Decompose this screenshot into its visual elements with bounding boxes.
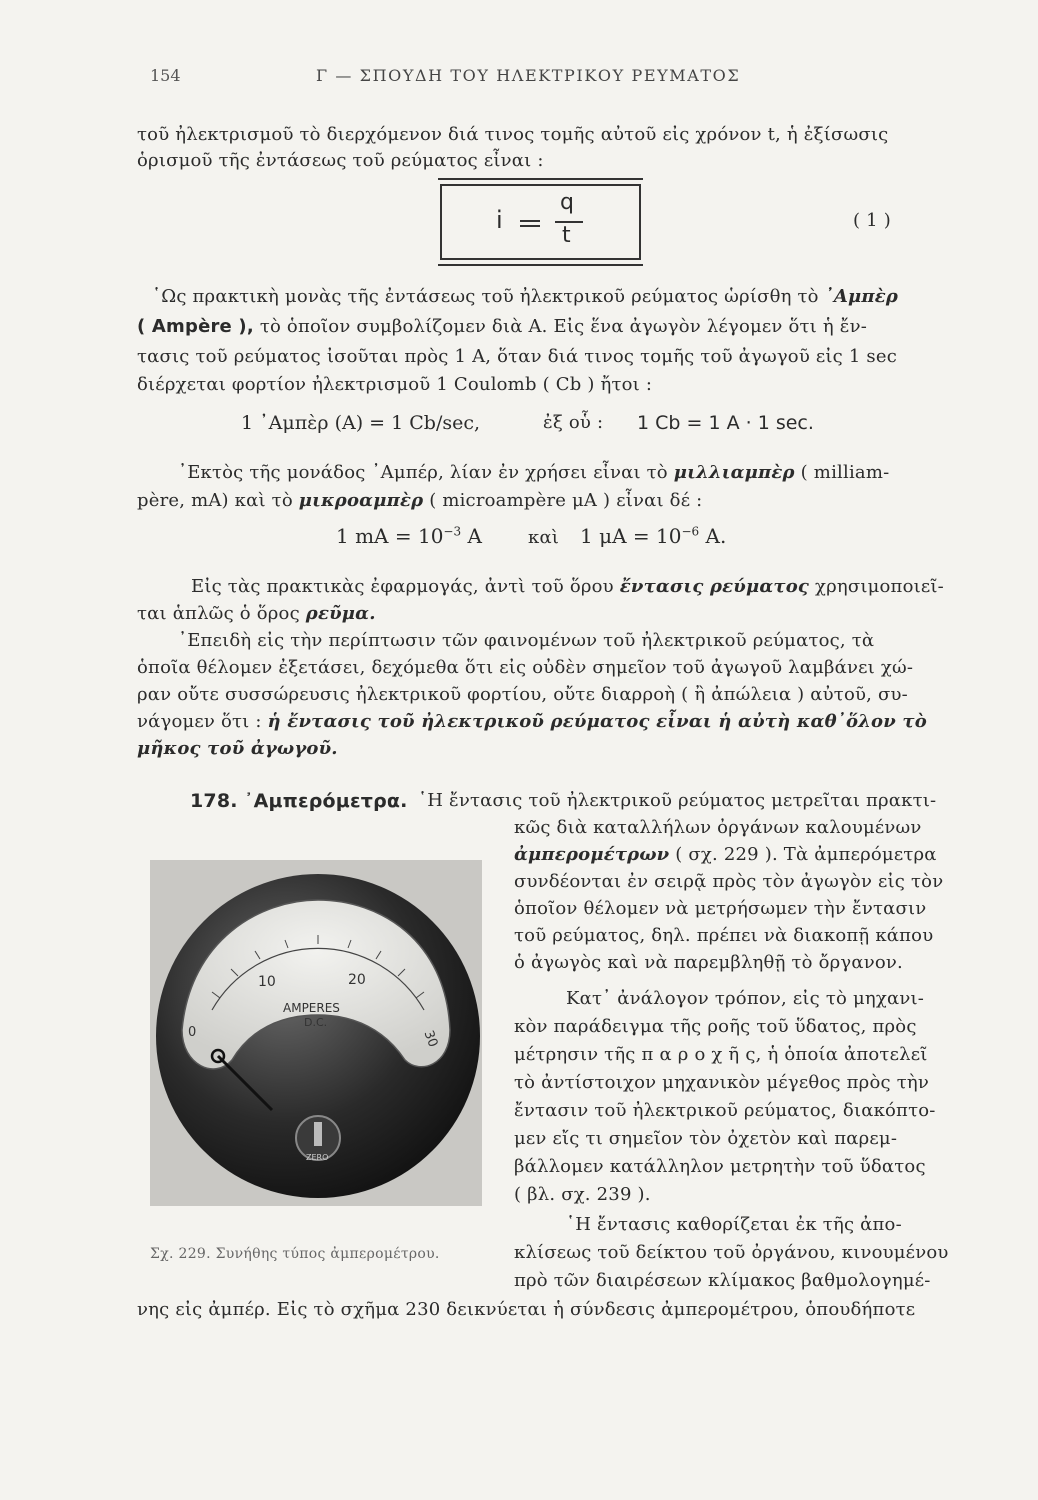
equation-number: ( 1 ) xyxy=(853,210,891,231)
text-span: μέτρησιν τῆς xyxy=(514,1044,636,1065)
emphasized-statement: μῆκος τοῦ ἀγωγοῦ. xyxy=(137,738,338,759)
text-line: διέρχεται φορτίον ἠλεκτρισμοῦ 1 Coulomb ( Cb ) ἤτοι : xyxy=(137,374,653,395)
term-ampere-latin: ( Ampère ), xyxy=(137,316,254,337)
text-line: ῾Η ἔντασις καθορίζεται ἐκ τῆς ἀπο- xyxy=(566,1214,902,1235)
text-line: κλίσεως τοῦ δείκτου τοῦ ὀργάνου, κινουμένου xyxy=(514,1242,949,1263)
text-line: βάλλομεν κατάλληλον μετρητὴν τοῦ ὕδατος xyxy=(514,1156,926,1177)
text-line: κὸν παράδειγμα τῆς ροῆς τοῦ ὕδατος, πρὸς xyxy=(514,1016,917,1037)
text-line: ( βλ. σχ. 239 ). xyxy=(514,1184,651,1205)
text-line: ὁ ἀγωγὸς καὶ νὰ παρεμβληθῇ τὸ ὄργανον. xyxy=(514,952,903,973)
text-line xyxy=(152,286,898,308)
equation-ampere: 1 ᾿Αμπὲρ (A) = 1 Cb/sec, xyxy=(241,412,481,434)
text-line xyxy=(137,738,338,760)
emphasized-statement: ἡ ἔντασις τοῦ ἠλεκτρικοῦ ρεύματος εἶναι ἡ αὐτὴ καθ᾿ὅλον τὸ xyxy=(267,711,927,732)
text-span: νάγομεν ὅτι : xyxy=(137,711,262,732)
text-span: 1 mA = 10 xyxy=(336,524,444,548)
text-line: ὁποῖον θέλομεν νὰ μετρήσωμεν τὴν ἔντασιν xyxy=(514,898,927,919)
text-span: Εἰς τὰς πρακτικὰς ἐφαρμογάς, ἀντὶ τοῦ ὅρου xyxy=(191,576,614,597)
text-span: ται ἁπλῶς ὁ ὅρος xyxy=(137,603,300,624)
text-line: τασις τοῦ ρεύματος ἰσοῦται πρὸς 1 A, ὅταν διά τινος τομῆς τοῦ ἀγωγοῦ εἰς 1 sec xyxy=(137,346,898,367)
tick-label-20: 20 xyxy=(348,972,366,988)
section-heading xyxy=(190,790,408,812)
formula-denominator: t xyxy=(562,223,571,248)
term-current-intensity: ἔντασις ρεύματος xyxy=(619,576,810,597)
equation-connector: ἐξ οὗ : xyxy=(543,412,604,433)
term-ammeters: ἀμπερομέτρων xyxy=(514,844,670,865)
text-span: ( microampère μA ) εἶναι δέ : xyxy=(429,490,703,511)
text-line: συνδέονται ἐν σειρᾷ πρὸς τὸν ἀγωγὸν εἰς τὸν xyxy=(514,871,944,892)
text-line: Κατ᾿ ἀνάλογον τρόπον, εἰς τὸ μηχανι- xyxy=(566,988,924,1009)
equation-coulomb: 1 Cb = 1 A · 1 sec. xyxy=(637,412,814,434)
ammeter-photo xyxy=(150,860,482,1206)
term-current: ρεῦμα. xyxy=(305,603,376,624)
tick-label-10: 10 xyxy=(258,974,276,990)
text-line: μεν εἴς τι σημεῖον τὸν ὀχετὸν καὶ παρεμ- xyxy=(514,1128,898,1149)
text-line: τοῦ ἠλεκτρισμοῦ τὸ διερχόμενον διά τινος τομῆς αὐτοῦ εἰς χρόνον t, ἡ ἐξίσωσις xyxy=(137,124,889,145)
ammeter-illustration xyxy=(150,860,482,1206)
text-span: ᾿Εκτὸς τῆς μονάδος ᾿Αμπέρ, λίαν ἐν χρήσει εἶναι τὸ xyxy=(178,462,668,483)
text-line: ᾿Επειδὴ εἰς τὴν περίπτωσιν τῶν φαινομένων τοῦ ἠλεκτρικοῦ ρεύματος, τὰ xyxy=(178,630,875,651)
zero-adjust-slot xyxy=(314,1122,322,1146)
text-span: χρησιμοποιεῖ- xyxy=(814,576,944,597)
text-line: ὁρισμοῦ τῆς ἐντάσεως τοῦ ρεύματος εἶναι : xyxy=(137,150,544,171)
page-number: 154 xyxy=(150,66,181,85)
text-span: ῾Ως πρακτικὴ μονὰς τῆς ἐντάσεως τοῦ ἠλεκτρικοῦ ρεύματος ὡρίσθη τὸ xyxy=(152,286,819,307)
equation-connector: καὶ xyxy=(528,527,560,548)
formula-box xyxy=(440,184,641,260)
tick-label-0: 0 xyxy=(188,1025,197,1040)
text-line xyxy=(137,603,376,625)
text-span: ( milliam- xyxy=(800,462,890,483)
spaced-term: π α ρ ο χ ῆ ς, xyxy=(641,1044,762,1065)
running-title: Γ — ΣΠΟΥΔΗ ΤΟΥ ΗΛΕΚΤΡΙΚΟΥ ΡΕΥΜΑΤΟΣ xyxy=(316,66,741,85)
text-line xyxy=(137,316,867,338)
text-span: ἡ ὁποία ἀποτελεῖ xyxy=(767,1044,928,1065)
equation-milliampere xyxy=(336,524,482,548)
text-line: τοῦ ρεύματος, δηλ. πρέπει νὰ διακοπῇ κάπου xyxy=(514,925,934,946)
term-milliampere: μιλλιαμπὲρ xyxy=(673,462,795,483)
text-line xyxy=(137,711,927,733)
text-line: ῾Η ἔντασις τοῦ ἠλεκτρικοῦ ρεύματος μετρεῖται πρακτι- xyxy=(418,790,937,811)
text-span: τὸ ὁποῖον συμβολίζομεν διὰ A. Εἰς ἕνα ἀγωγὸν λέγομεν ὅτι ἡ ἔν- xyxy=(259,316,868,337)
equation-microampere xyxy=(580,524,726,548)
text-line: ὁποῖα θέλομεν ἐξετάσει, δεχόμεθα ὅτι εἰς οὐδὲν σημεῖον τοῦ ἀγωγοῦ λαμβάνει χώ- xyxy=(137,657,914,678)
text-span: père, mA) καὶ τὸ xyxy=(137,490,293,511)
term-microampere: μικροαμπὲρ xyxy=(298,490,424,511)
text-line xyxy=(514,1044,928,1066)
text-line: ἔντασιν τοῦ ἠλεκτρικοῦ ρεύματος, διακόπτο- xyxy=(514,1100,936,1121)
formula-numerator: q xyxy=(560,190,574,215)
text-span: ( σχ. 229 ). Τὰ ἀμπερόμετρα xyxy=(675,844,937,865)
unit: A xyxy=(467,524,482,548)
exponent: −6 xyxy=(681,524,700,539)
text-line xyxy=(178,462,889,484)
zero-adjust-label: ZERO xyxy=(306,1153,329,1162)
text-span: 1 μA = 10 xyxy=(580,524,682,548)
formula-lhs: i xyxy=(496,206,503,234)
text-line: κῶς διὰ καταλλήλων ὀργάνων καλουμένων xyxy=(514,817,922,838)
dial-label-dc: D.C. xyxy=(304,1016,328,1029)
text-line: νης εἰς ἀμπέρ. Εἰς τὸ σχῆμα 230 δεικνύεται ἡ σύνδεσις ἀμπερομέτρου, ὁπουδήποτε xyxy=(137,1299,916,1320)
unit: A. xyxy=(705,524,727,548)
text-line: τὸ ἀντίστοιχον μηχανικὸν μέγεθος πρὸς τὴν xyxy=(514,1072,929,1093)
text-line xyxy=(137,490,702,512)
text-line xyxy=(514,844,937,866)
dial-label-amperes: AMPERES xyxy=(283,1001,340,1015)
section-title: ᾿Αμπερόμετρα. xyxy=(243,790,408,812)
tick-label-30: 30 xyxy=(420,1028,441,1050)
text-line xyxy=(191,576,944,598)
figure-caption: Σχ. 229. Συνήθης τύπος ἀμπερομέτρου. xyxy=(150,1246,440,1262)
exponent: −3 xyxy=(443,524,462,539)
text-line: πρὸ τῶν διαιρέσεων κλίμακος βαθμολογημέ- xyxy=(514,1270,931,1291)
text-line: ραν οὔτε συσσώρευσις ἠλεκτρικοῦ φορτίου, οὔτε διαρροὴ ( ἢ ἀπώλεια ) αὐτοῦ, συ- xyxy=(137,684,908,705)
term-ampere: ᾿Αμπὲρ xyxy=(824,286,899,307)
formula-equals xyxy=(520,220,540,228)
section-number: 178. xyxy=(190,790,238,812)
